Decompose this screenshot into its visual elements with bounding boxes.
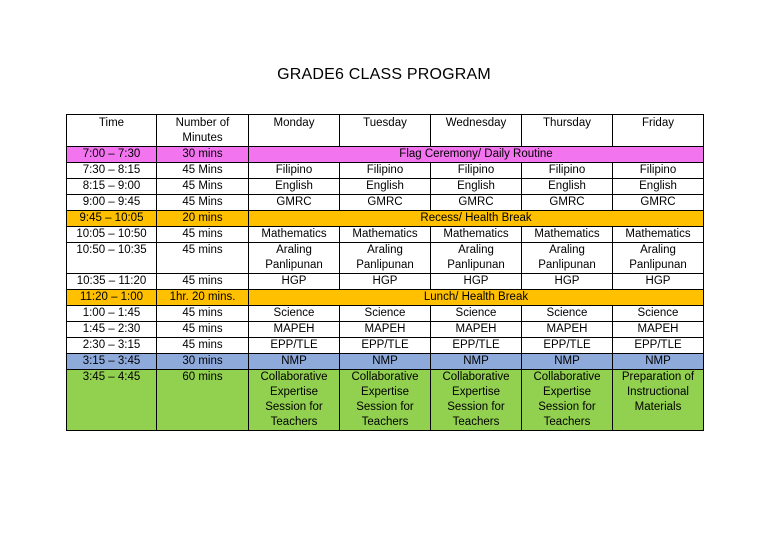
time-cell: 10:05 – 10:50 xyxy=(67,227,157,243)
header-wednesday: Wednesday xyxy=(431,115,522,147)
subject-cell-friday: EPP/TLE xyxy=(613,338,704,354)
minutes-cell: 45 Mins xyxy=(157,195,249,211)
subject-cell-tuesday: NMP xyxy=(340,354,431,370)
minutes-cell: 45 mins xyxy=(157,274,249,290)
subject-cell-wednesday: Science xyxy=(431,306,522,322)
minutes-cell: 30 mins xyxy=(157,354,249,370)
subject-cell-friday: Mathematics xyxy=(613,227,704,243)
subject-cell-tuesday: Araling Panlipunan xyxy=(340,243,431,274)
subject-cell-monday: MAPEH xyxy=(249,322,340,338)
subject-cell-tuesday: English xyxy=(340,179,431,195)
subject-cell-thursday: Mathematics xyxy=(522,227,613,243)
minutes-cell: 30 mins xyxy=(157,147,249,163)
subject-cell-wednesday: Araling Panlipunan xyxy=(431,243,522,274)
table-row xyxy=(67,338,704,354)
subject-cell-wednesday: Collaborative Expertise Session for Teachers xyxy=(431,370,522,431)
activity-cell: Lunch/ Health Break xyxy=(249,290,704,306)
subject-cell-thursday: Collaborative Expertise Session for Teachers xyxy=(522,370,613,431)
table-row xyxy=(67,163,704,179)
subject-cell-thursday: Science xyxy=(522,306,613,322)
subject-cell-thursday: English xyxy=(522,179,613,195)
activity-cell: Flag Ceremony/ Daily Routine xyxy=(249,147,704,163)
subject-cell-wednesday: EPP/TLE xyxy=(431,338,522,354)
subject-cell-tuesday: Science xyxy=(340,306,431,322)
subject-cell-tuesday: MAPEH xyxy=(340,322,431,338)
time-cell: 3:15 – 3:45 xyxy=(67,354,157,370)
table-row xyxy=(67,147,704,163)
time-cell: 8:15 – 9:00 xyxy=(67,179,157,195)
minutes-cell: 1hr. 20 mins. xyxy=(157,290,249,306)
subject-cell-wednesday: NMP xyxy=(431,354,522,370)
subject-cell-thursday: Filipino xyxy=(522,163,613,179)
header-tuesday: Tuesday xyxy=(340,115,431,147)
header-friday: Friday xyxy=(613,115,704,147)
subject-cell-monday: GMRC xyxy=(249,195,340,211)
time-cell: 7:30 – 8:15 xyxy=(67,163,157,179)
subject-cell-thursday: GMRC xyxy=(522,195,613,211)
table-row xyxy=(67,306,704,322)
table-row xyxy=(67,211,704,227)
table-body xyxy=(67,147,704,431)
minutes-cell: 45 Mins xyxy=(157,179,249,195)
time-cell: 2:30 – 3:15 xyxy=(67,338,157,354)
subject-cell-wednesday: MAPEH xyxy=(431,322,522,338)
minutes-cell: 45 mins xyxy=(157,306,249,322)
table-row xyxy=(67,370,704,431)
subject-cell-tuesday: GMRC xyxy=(340,195,431,211)
subject-cell-monday: NMP xyxy=(249,354,340,370)
time-cell: 11:20 – 1:00 xyxy=(67,290,157,306)
header-minutes: Number of Minutes xyxy=(157,115,249,147)
time-cell: 10:35 – 11:20 xyxy=(67,274,157,290)
table-row xyxy=(67,274,704,290)
subject-cell-monday: Filipino xyxy=(249,163,340,179)
subject-cell-thursday: MAPEH xyxy=(522,322,613,338)
subject-cell-tuesday: Collaborative Expertise Session for Teachers xyxy=(340,370,431,431)
time-cell: 10:50 – 10:35 xyxy=(67,243,157,274)
subject-cell-tuesday: Mathematics xyxy=(340,227,431,243)
page-title: GRADE6 CLASS PROGRAM xyxy=(277,66,491,83)
minutes-cell: 45 mins xyxy=(157,243,249,274)
minutes-cell: 45 Mins xyxy=(157,163,249,179)
subject-cell-friday: HGP xyxy=(613,274,704,290)
subject-cell-thursday: EPP/TLE xyxy=(522,338,613,354)
table-row xyxy=(67,179,704,195)
subject-cell-wednesday: English xyxy=(431,179,522,195)
time-cell: 1:45 – 2:30 xyxy=(67,322,157,338)
subject-cell-monday: Science xyxy=(249,306,340,322)
minutes-cell: 45 mins xyxy=(157,322,249,338)
subject-cell-friday: Science xyxy=(613,306,704,322)
table-row xyxy=(67,227,704,243)
time-cell: 9:45 – 10:05 xyxy=(67,211,157,227)
subject-cell-monday: Collaborative Expertise Session for Teachers xyxy=(249,370,340,431)
minutes-cell: 45 mins xyxy=(157,338,249,354)
subject-cell-thursday: HGP xyxy=(522,274,613,290)
header-monday: Monday xyxy=(249,115,340,147)
header-row xyxy=(67,115,704,147)
table-row xyxy=(67,290,704,306)
subject-cell-tuesday: HGP xyxy=(340,274,431,290)
subject-cell-friday: MAPEH xyxy=(613,322,704,338)
table-row xyxy=(67,354,704,370)
minutes-cell: 60 mins xyxy=(157,370,249,431)
minutes-cell: 20 mins xyxy=(157,211,249,227)
subject-cell-tuesday: Filipino xyxy=(340,163,431,179)
time-cell: 1:00 – 1:45 xyxy=(67,306,157,322)
subject-cell-friday: Preparation of Instructional Materials xyxy=(613,370,704,431)
subject-cell-friday: English xyxy=(613,179,704,195)
subject-cell-friday: Filipino xyxy=(613,163,704,179)
subject-cell-monday: EPP/TLE xyxy=(249,338,340,354)
subject-cell-monday: Mathematics xyxy=(249,227,340,243)
time-cell: 3:45 – 4:45 xyxy=(67,370,157,431)
subject-cell-friday: GMRC xyxy=(613,195,704,211)
subject-cell-monday: English xyxy=(249,179,340,195)
class-program-table xyxy=(66,114,704,431)
activity-cell: Recess/ Health Break xyxy=(249,211,704,227)
table-row xyxy=(67,243,704,274)
header-thursday: Thursday xyxy=(522,115,613,147)
subject-cell-wednesday: Filipino xyxy=(431,163,522,179)
subject-cell-monday: Araling Panlipunan xyxy=(249,243,340,274)
subject-cell-wednesday: GMRC xyxy=(431,195,522,211)
subject-cell-monday: HGP xyxy=(249,274,340,290)
table-row xyxy=(67,322,704,338)
subject-cell-friday: NMP xyxy=(613,354,704,370)
subject-cell-thursday: Araling Panlipunan xyxy=(522,243,613,274)
time-cell: 7:00 – 7:30 xyxy=(67,147,157,163)
subject-cell-wednesday: HGP xyxy=(431,274,522,290)
minutes-cell: 45 mins xyxy=(157,227,249,243)
header-time: Time xyxy=(67,115,157,147)
time-cell: 9:00 – 9:45 xyxy=(67,195,157,211)
subject-cell-thursday: NMP xyxy=(522,354,613,370)
subject-cell-tuesday: EPP/TLE xyxy=(340,338,431,354)
table-row xyxy=(67,195,704,211)
subject-cell-friday: Araling Panlipunan xyxy=(613,243,704,274)
subject-cell-wednesday: Mathematics xyxy=(431,227,522,243)
